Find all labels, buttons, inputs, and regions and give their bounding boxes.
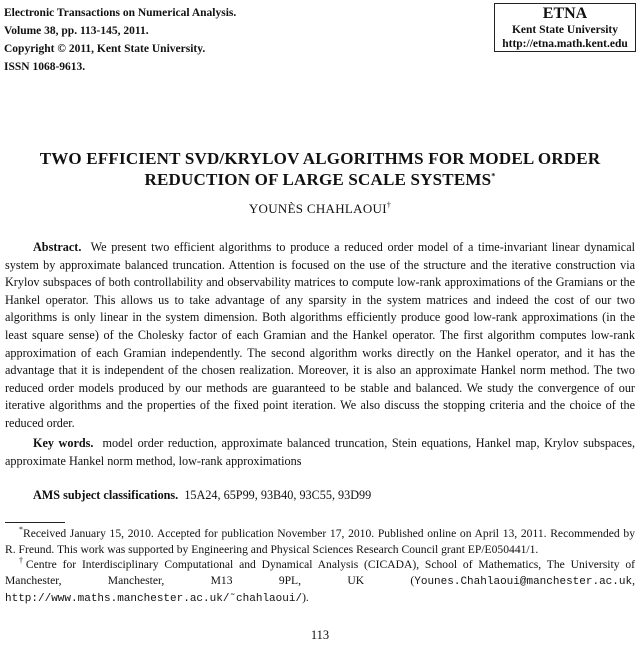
footnote-1-mark: * — [19, 525, 23, 535]
paper-title-line2: REDUCTION OF LARGE SCALE SYSTEMS — [144, 170, 492, 189]
abstract-text: We present two efficient algorithms to produce a reduced order model of a time-invariant linear dynamical system by approximate balanced truncation. Attention is focused on the use of the structure and the iterative construction via Krylov subspaces of both controllability and observability matrices to compute low-rank approximations of the Gramians or the Hankel operator. This allows us to take advantage of any sparsity in the system matrices and indeed the cost of our two algorithms is only linear in the system dimension. Both algorithms efficiently produce good low-rank approximations (in the least square sense) of the Cholesky factor of each Gramian and the Hankel operator. The first algorithm computes low-rank approximation of each Gramian independently. The second algorithm works directly on the Hankel operator, and it has the advantage that it is independent of the chosen realization. Moreover, it is also an approximate Hankel norm method. The two reduced order models produced by our methods are guaranteed to be stable and balanced. We study the convergence of our iterative algorithms and the properties of the fixed point iteration. We also discuss the stopping criteria and the choice of the reduced order. — [5, 240, 635, 430]
abstract-label: Abstract. — [33, 240, 82, 254]
footnote-rule — [5, 522, 65, 523]
paper-title-line1: TWO EFFICIENT SVD/KRYLOV ALGORITHMS FOR MODEL ORDER — [39, 149, 601, 168]
footnote-2-end: ). — [302, 591, 309, 605]
ams-classifications — [5, 487, 635, 505]
author-homepage-link[interactable]: http://www.maths.manchester.ac.uk/˜chahlaoui/ — [5, 593, 303, 606]
author-footnote-mark: † — [386, 200, 392, 210]
footnote-2 — [5, 557, 635, 608]
footnote-2-text: Centre for Interdisciplinary Computational and Dynamical Analysis (CICADA), School of Mathematics, The University of Manchester, Manchester, M13 9PL, UK ( — [5, 558, 635, 587]
keywords-label: Key words. — [33, 436, 94, 450]
title-footnote-mark: * — [491, 171, 496, 181]
ams-label: AMS subject classifications. — [33, 488, 179, 502]
etna-url[interactable]: http://etna.math.kent.edu — [502, 38, 628, 50]
paper-title — [0, 148, 640, 190]
footnotes — [5, 526, 635, 608]
journal-header — [4, 4, 236, 76]
footnote-1-text: Received January 15, 2010. Accepted for publication November 17, 2010. Published online on April 13, 2011. Recommended by R. Freund. This work was supported by Engineering and Physical Sciences Research Council grant EP/E050441/1. — [5, 527, 635, 556]
keywords-text: model order reduction, approximate balanced truncation, Stein equations, Hankel map, Krylov subspaces, approximate Hankel norm method, low-rank approximations — [5, 436, 635, 468]
etna-box — [494, 3, 636, 52]
author-email-link[interactable]: Younes.Chahlaoui@manchester.ac.uk — [414, 575, 633, 588]
footnote-2-sep: , — [632, 573, 635, 587]
author-name: YOUNÈS CHAHLAOUI — [248, 201, 387, 216]
author — [0, 201, 640, 217]
journal-copyright: Copyright © 2011, Kent State University. — [4, 43, 206, 55]
etna-title: ETNA — [542, 5, 588, 22]
journal-volume: Volume 38, pp. 113-145, 2011. — [4, 25, 149, 37]
footnote-1 — [5, 526, 635, 557]
footnote-2-mark: † — [19, 556, 26, 566]
keywords — [5, 435, 635, 470]
ams-text: 15A24, 65P99, 93B40, 93C55, 93D99 — [184, 488, 372, 502]
abstract — [5, 239, 635, 433]
journal-issn: ISSN 1068-9613. — [4, 61, 86, 73]
page-number: 113 — [310, 628, 330, 642]
etna-university: Kent State University — [511, 24, 619, 36]
journal-name: Electronic Transactions on Numerical Analysis. — [4, 7, 237, 19]
